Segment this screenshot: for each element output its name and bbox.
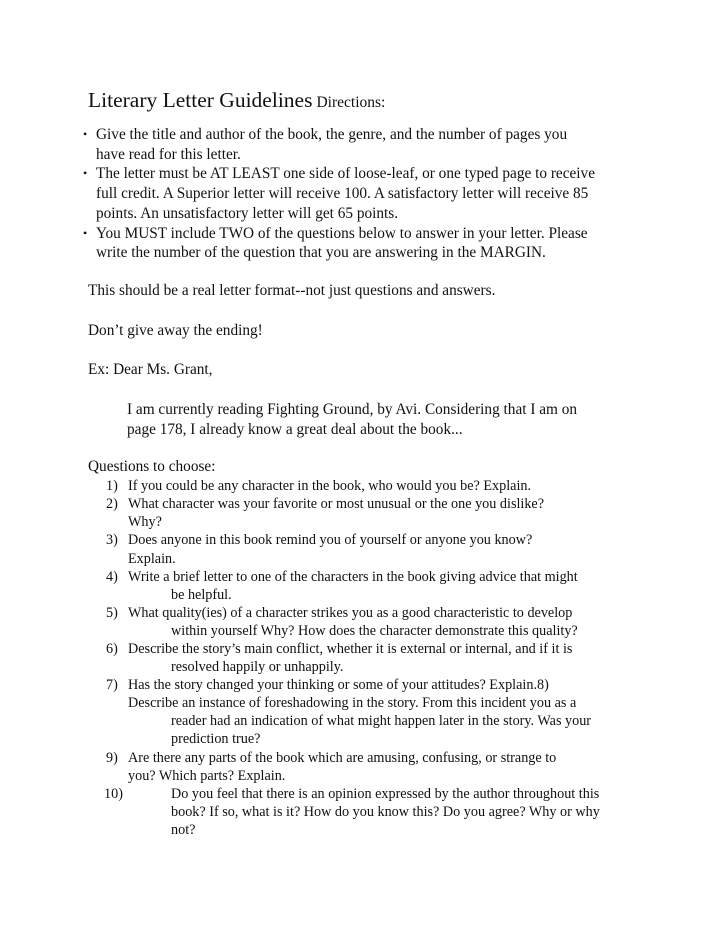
question-line: Why? xyxy=(128,514,162,531)
bullet-icon: • xyxy=(83,225,88,240)
question-number: 10) xyxy=(104,785,123,802)
question-line: Write a brief letter to one of the characters in the book giving advice that might xyxy=(128,568,578,585)
guideline-item xyxy=(83,164,648,223)
question-number: 1) xyxy=(106,478,118,495)
question-item xyxy=(88,568,648,604)
question-line: resolved happily or unhappily. xyxy=(171,659,344,676)
guideline-line: full credit. A Superior letter will receive 100. A satisfactory letter will receive 85 xyxy=(96,185,589,203)
format-note: This should be a real letter format--not just questions and answers. xyxy=(88,281,496,299)
question-number: 4) xyxy=(106,568,118,585)
question-line: Has the story changed your thinking or some of your attitudes? Explain.8) xyxy=(128,677,549,694)
ending-note: Don’t give away the ending! xyxy=(88,321,263,339)
question-line: prediction true? xyxy=(171,731,261,748)
question-item xyxy=(88,604,648,640)
question-item xyxy=(88,640,648,676)
guideline-line: write the number of the question that you are answering in the MARGIN. xyxy=(96,244,546,262)
example-body-line: page 178, I already know a great deal about the book... xyxy=(127,420,463,438)
question-item xyxy=(88,785,648,839)
example-body-line: I am currently reading Fighting Ground, by Avi. Considering that I am on xyxy=(127,401,578,419)
example-greeting: Ex: Dear Ms. Grant, xyxy=(88,361,213,379)
question-item xyxy=(88,477,648,495)
document-page xyxy=(83,88,648,839)
guidelines-list xyxy=(83,125,648,263)
question-line: be helpful. xyxy=(171,586,232,603)
question-line: Describe an instance of foreshadowing in the story. From this incident you as a xyxy=(128,695,577,712)
question-line: Do you feel that there is an opinion expressed by the author throughout this xyxy=(171,785,600,802)
question-item xyxy=(88,749,648,785)
question-line: Are there any parts of the book which are amusing, confusing, or strange to xyxy=(128,749,557,766)
question-item xyxy=(88,676,648,748)
question-line: Describe the story’s main conflict, whether it is external or internal, and if it is xyxy=(128,640,573,657)
question-line: What quality(ies) of a character strikes you as a good characteristic to develop xyxy=(128,604,573,621)
guideline-item xyxy=(83,125,648,164)
guideline-line: points. An unsatisfactory letter will get 65 points. xyxy=(96,204,399,222)
question-line: you? Which parts? Explain. xyxy=(128,767,286,784)
question-line: not? xyxy=(171,821,196,838)
bullet-icon: • xyxy=(83,127,88,141)
guideline-line: have read for this letter. xyxy=(96,145,241,163)
guideline-line: Give the title and author of the book, the genre, and the number of pages you xyxy=(96,126,568,143)
document-title: Literary Letter Guidelines xyxy=(88,88,313,112)
question-line: reader had an indication of what might happen later in the story. Was your xyxy=(171,713,592,730)
question-line: book? If so, what is it? How do you know this? Do you agree? Why or why xyxy=(171,803,600,820)
question-number: 5) xyxy=(106,604,118,621)
question-number: 2) xyxy=(106,496,118,513)
directions-label: Directions: xyxy=(316,94,386,111)
questions-heading: Questions to choose: xyxy=(88,458,216,476)
example-body xyxy=(127,400,648,439)
question-line: within yourself Why? How does the character demonstrate this quality? xyxy=(171,622,578,639)
guideline-line: You MUST include TWO of the questions below to answer in your letter. Please xyxy=(96,224,588,242)
question-number: 3) xyxy=(106,532,118,549)
guideline-line: The letter must be AT LEAST one side of loose-leaf, or one typed page to receive xyxy=(96,165,595,183)
question-item xyxy=(88,495,648,531)
questions-list xyxy=(88,477,648,839)
bullet-icon: • xyxy=(83,166,88,181)
question-item xyxy=(88,531,648,567)
question-line: If you could be any character in the book, who would you be? Explain. xyxy=(128,478,532,495)
guideline-item xyxy=(83,224,648,263)
question-line: Does anyone in this book remind you of yourself or anyone you know? xyxy=(128,532,533,549)
question-number: 9) xyxy=(106,749,118,766)
question-line: Explain. xyxy=(128,550,176,567)
question-number: 6) xyxy=(106,640,118,657)
question-number: 7) xyxy=(106,677,118,694)
document-heading xyxy=(88,88,648,115)
question-line: What character was your favorite or most unusual or the one you dislike? xyxy=(128,496,545,513)
